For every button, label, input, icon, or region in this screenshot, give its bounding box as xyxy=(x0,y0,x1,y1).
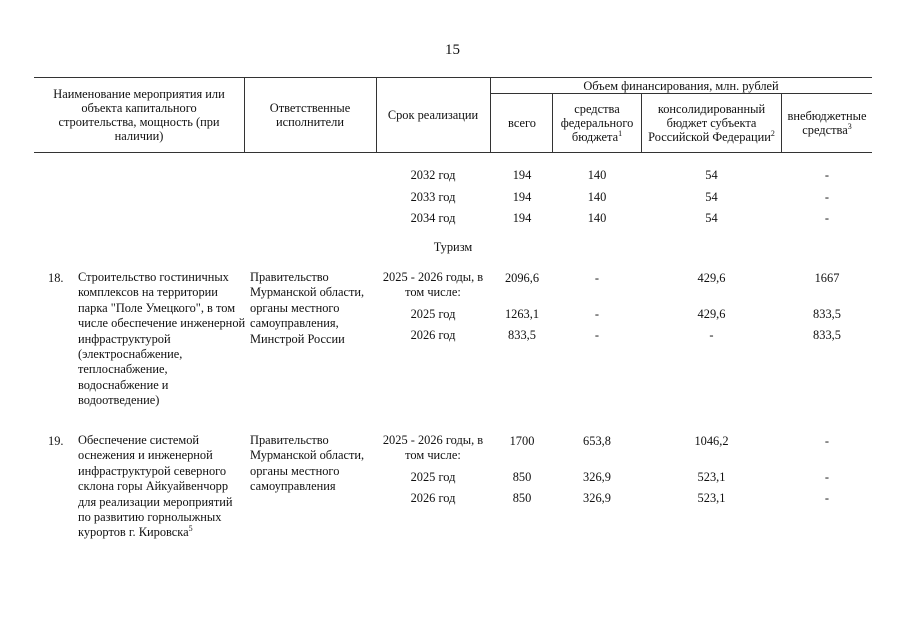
regional-cell: 429,6 xyxy=(697,307,726,321)
regional-cell: 54 xyxy=(705,190,718,204)
item-responsible: Правительство Мурманской области, органы местного самоуправления xyxy=(250,433,365,494)
header-offbudget-label: внебюджетные средства xyxy=(787,109,867,137)
footnote-marker: 3 xyxy=(847,121,852,131)
column-divider xyxy=(244,77,245,152)
federal-cell: - xyxy=(594,307,600,321)
footnote-marker: 1 xyxy=(618,128,623,138)
offbudget-cell: 833,5 xyxy=(813,307,841,321)
section-title: Туризм xyxy=(433,240,473,254)
column-divider xyxy=(641,93,642,152)
total-cell: 1700 xyxy=(509,434,535,448)
period-cell: 2025 год xyxy=(410,307,456,321)
total-cell: 850 xyxy=(512,470,532,484)
offbudget-cell: - xyxy=(824,434,830,448)
header-federal-cell xyxy=(554,95,640,151)
regional-cell: - xyxy=(709,328,714,342)
total-cell: 1263,1 xyxy=(504,307,540,321)
offbudget-cell: - xyxy=(824,211,830,225)
period-cell: 2026 год xyxy=(410,328,456,342)
header-funding-group: Объем финансирования, млн. рублей xyxy=(583,78,779,93)
item-number: 18. xyxy=(48,271,64,285)
offbudget-cell: 833,5 xyxy=(813,328,841,342)
period-cell: 2032 год xyxy=(410,168,456,182)
federal-cell: 326,9 xyxy=(583,491,611,505)
federal-cell: 653,8 xyxy=(583,434,611,448)
federal-cell: 140 xyxy=(587,190,607,204)
header-regional-cell xyxy=(643,94,780,152)
item-name: Обеспечение системой оснежения и инженерной инфраструктурой северного склона горы Айкуайвенчорр для реализации мероприятий по развитию горнолыжных курортов г. Кировска xyxy=(78,433,233,540)
period-cell: 2025 год xyxy=(410,470,456,484)
period-cell: 2033 год xyxy=(410,190,456,204)
federal-cell: 140 xyxy=(587,211,607,225)
total-cell: 2096,6 xyxy=(504,271,540,285)
footnote-marker: 5 xyxy=(188,524,193,534)
offbudget-cell: - xyxy=(824,470,830,484)
item-number: 19. xyxy=(48,434,64,448)
header-period-cell: Срок реализации xyxy=(387,108,479,122)
period-cell: 2026 год xyxy=(410,491,456,505)
federal-cell: - xyxy=(594,328,600,342)
column-divider xyxy=(376,77,377,152)
regional-cell: 54 xyxy=(705,211,718,225)
column-divider xyxy=(552,93,553,152)
header-name-cell: Наименование мероприятия или объекта капитального строительства, мощность (при наличии) xyxy=(53,87,225,143)
federal-cell: 140 xyxy=(587,168,607,182)
regional-cell: 523,1 xyxy=(697,491,726,505)
header-offbudget-cell xyxy=(783,95,871,151)
item-period: 2025 - 2026 годы, в том числе: xyxy=(382,433,484,463)
total-cell: 194 xyxy=(512,190,532,204)
regional-cell: 523,1 xyxy=(697,470,726,484)
regional-cell: 429,6 xyxy=(697,271,726,285)
period-cell: 2034 год xyxy=(410,211,456,225)
header-federal-label: средства федерального бюджета xyxy=(560,102,634,144)
column-divider xyxy=(490,77,491,152)
item-responsible: Правительство Мурманской области, органы местного самоуправления, Минстрой России xyxy=(250,270,365,346)
header-total-cell: всего xyxy=(508,116,536,130)
column-divider xyxy=(781,93,782,152)
item-name: Строительство гостиничных комплексов на территории парка "Поле Умецкого", в том числе обеспечение инженерной инфраструктурой (электроснабжение, теплоснабжение, водоснабжение и водоотведение) xyxy=(78,270,246,408)
page-number: 15 xyxy=(445,42,460,58)
offbudget-cell: - xyxy=(824,190,830,204)
total-cell: 833,5 xyxy=(508,328,536,342)
federal-cell: 326,9 xyxy=(583,470,611,484)
federal-cell: - xyxy=(594,271,600,285)
footnote-marker: 2 xyxy=(770,128,775,138)
header-bottom-border xyxy=(34,152,872,153)
item-period: 2025 - 2026 годы, в том числе: xyxy=(382,270,484,300)
offbudget-cell: 1667 xyxy=(814,271,840,285)
item-name-cell xyxy=(78,433,248,541)
offbudget-cell: - xyxy=(824,491,830,505)
header-responsible-cell: Ответственные исполнители xyxy=(269,101,351,129)
regional-cell: 1046,2 xyxy=(694,434,729,448)
offbudget-cell: - xyxy=(824,168,830,182)
total-cell: 850 xyxy=(512,491,532,505)
total-cell: 194 xyxy=(512,211,532,225)
total-cell: 194 xyxy=(512,168,532,182)
header-regional-label: консолидированный бюджет субъекта Российской Федерации xyxy=(648,102,771,144)
regional-cell: 54 xyxy=(705,168,718,182)
